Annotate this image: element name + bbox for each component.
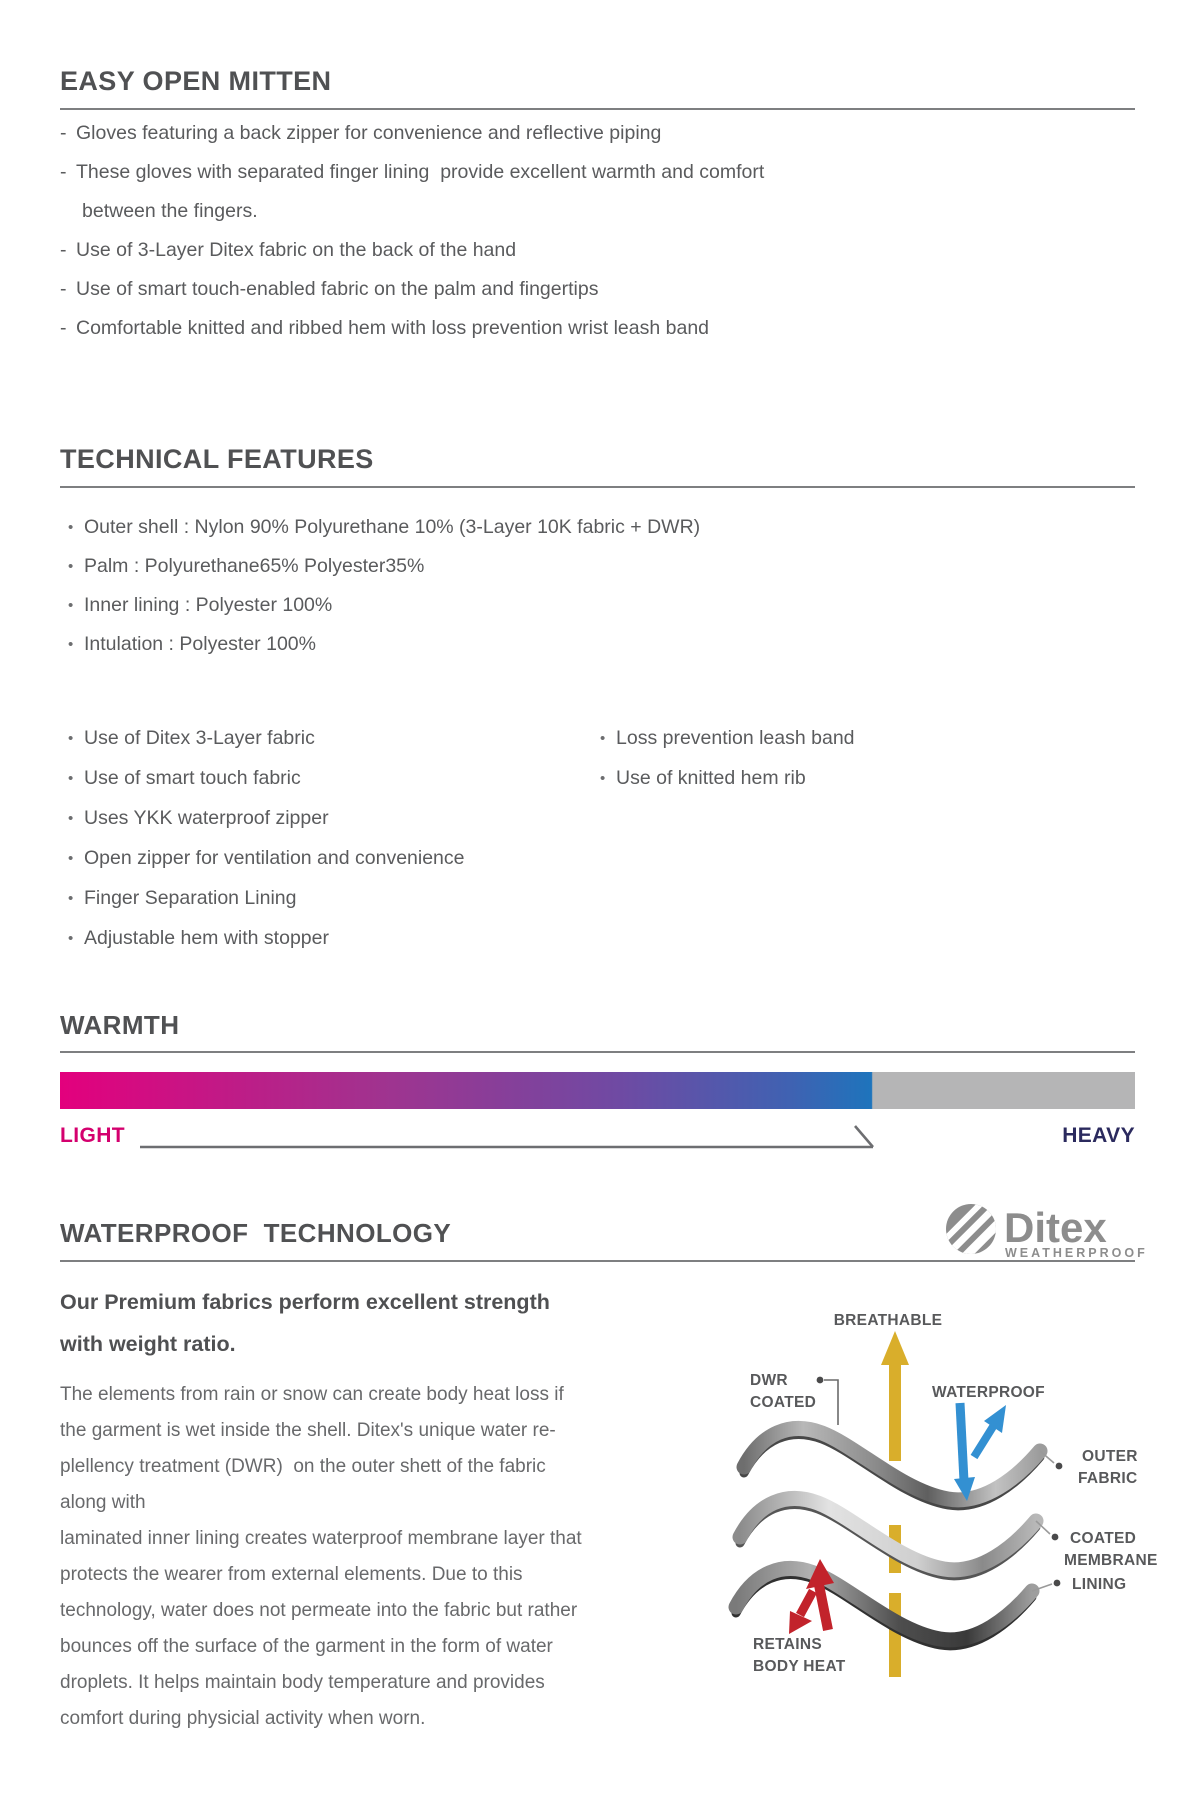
paragraph-line: along with <box>60 1492 146 1513</box>
waterproof-label: WATERPROOF <box>932 1384 1045 1401</box>
coated-membrane-label: MEMBRANE <box>1064 1552 1158 1569</box>
section-rule <box>60 108 1135 110</box>
ditex-globe-icon <box>944 1200 1011 1260</box>
bullet-marker: • <box>68 597 74 614</box>
section-title-warmth: WARMTH <box>60 1010 180 1040</box>
paragraph-line: laminated inner lining creates waterproof membrane layer that <box>60 1528 582 1549</box>
section-rule <box>60 1260 1135 1262</box>
section-title-easy-open-mitten: EASY OPEN MITTEN <box>60 66 332 96</box>
bullet-marker: • <box>68 770 74 787</box>
feature-item <box>68 807 329 830</box>
list-item <box>60 239 516 262</box>
bullet-marker: • <box>68 850 74 867</box>
warmth-scale-bar <box>60 1072 1135 1109</box>
bullet-marker: • <box>600 730 606 747</box>
dash-marker: - <box>60 161 67 183</box>
material-text: Outer shell : Nylon 90% Polyurethane 10% (3-Layer 10K fabric + DWR) <box>84 516 701 538</box>
paragraph-line: comfort during physicial activity when worn. <box>60 1708 426 1729</box>
material-item <box>68 594 332 617</box>
section-rule <box>60 486 1135 488</box>
waterproof-subtitle-line: Our Premium fabrics perform excellent strength <box>60 1290 550 1314</box>
bullet-marker: • <box>68 636 74 653</box>
material-item <box>68 516 700 539</box>
dash-marker: - <box>60 278 67 300</box>
light-heavy-pointer-line <box>60 1116 1135 1160</box>
list-item-continuation: between the fingers. <box>82 200 258 222</box>
list-item <box>60 122 661 145</box>
dash-marker: - <box>60 239 67 261</box>
dash-marker: - <box>60 317 67 339</box>
coated-membrane-label: COATED <box>1070 1530 1137 1547</box>
breathable-label: BREATHABLE <box>833 1312 943 1329</box>
list-item-text: These gloves with separated finger lining provide excellent warmth and comfort <box>76 161 765 183</box>
waterproof-subtitle-line: with weight ratio. <box>60 1332 236 1356</box>
paragraph-line: droplets. It helps maintain body temperature and provides <box>60 1672 545 1693</box>
feature-item <box>68 847 465 870</box>
outer-fabric-label: OUTER <box>1082 1448 1138 1465</box>
scale-pointer-tick <box>855 1126 873 1147</box>
feature-item <box>600 767 806 790</box>
list-item <box>60 161 764 184</box>
material-text: Intulation : Polyester 100% <box>84 633 316 655</box>
material-item <box>68 633 316 656</box>
feature-item <box>600 727 855 750</box>
feature-text: Open zipper for ventilation and convenience <box>84 847 465 869</box>
section-title-technical-features: TECHNICAL FEATURES <box>60 444 374 474</box>
label-dots <box>817 1377 1063 1587</box>
feature-text: Use of Ditex 3-Layer fabric <box>84 727 315 749</box>
paragraph-line: The elements from rain or snow can create body heat loss if <box>60 1384 564 1405</box>
list-item-text: Use of smart touch-enabled fabric on the palm and fingertips <box>76 278 599 300</box>
list-item-text: Comfortable knitted and ribbed hem with loss prevention wrist leash band <box>76 317 710 339</box>
bullet-marker: • <box>68 930 74 947</box>
dwr-coated-label: DWR <box>750 1372 788 1389</box>
feature-text: Loss prevention leash band <box>616 727 855 749</box>
material-text: Palm : Polyurethane65% Polyester35% <box>84 555 425 577</box>
brand-name: Ditex <box>1004 1204 1107 1251</box>
material-item <box>68 555 424 578</box>
retains-body-heat-label: BODY HEAT <box>753 1658 846 1675</box>
brand-tagline: WEATHERPROOF <box>1005 1246 1148 1260</box>
fabric-layers <box>736 1428 1040 1645</box>
feature-text: Uses YKK waterproof zipper <box>84 807 329 829</box>
list-item-text: Gloves featuring a back zipper for convenience and reflective piping <box>76 122 662 144</box>
paragraph-line: technology, water does not permeate into the fabric but rather <box>60 1600 578 1621</box>
paragraph-line: the garment is wet inside the shell. Ditex's unique water re- <box>60 1420 556 1441</box>
list-item-text: Use of 3-Layer Ditex fabric on the back of the hand <box>76 239 517 261</box>
label-connectors <box>824 1380 1054 1591</box>
lining-label: LINING <box>1072 1576 1127 1593</box>
bullet-marker: • <box>68 890 74 907</box>
section-title-waterproof-technology: WATERPROOF TECHNOLOGY <box>60 1218 452 1248</box>
dash-marker: - <box>60 122 67 144</box>
paragraph-line: bounces off the surface of the garment in the form of water <box>60 1636 553 1657</box>
feature-item <box>68 927 329 950</box>
list-item <box>60 317 709 340</box>
feature-item <box>68 727 315 750</box>
feature-text: Adjustable hem with stopper <box>84 927 329 949</box>
ditex-logo <box>944 1200 1156 1260</box>
paragraph-line: plellency treatment (DWR) on the outer shett of the fabric <box>60 1456 546 1477</box>
retains-body-heat-label: RETAINS <box>753 1636 822 1653</box>
dwr-coated-label: COATED <box>750 1394 817 1411</box>
bullet-marker: • <box>68 810 74 827</box>
fabric-layers-diagram <box>630 1285 1190 1715</box>
bullet-marker: • <box>68 558 74 575</box>
feature-item <box>68 887 296 910</box>
section-rule <box>60 1051 1135 1053</box>
bullet-marker: • <box>68 519 74 536</box>
bullet-marker: • <box>68 730 74 747</box>
material-text: Inner lining : Polyester 100% <box>84 594 333 616</box>
list-item <box>60 278 598 301</box>
paragraph-line: protects the wearer from external elements. Due to this <box>60 1564 523 1585</box>
light-label: LIGHT <box>60 1124 125 1147</box>
feature-text: Finger Separation Lining <box>84 887 297 909</box>
feature-text: Use of knitted hem rib <box>616 767 806 789</box>
feature-item <box>68 767 301 790</box>
bullet-marker: • <box>600 770 606 787</box>
feature-text: Use of smart touch fabric <box>84 767 301 789</box>
outer-fabric-label: FABRIC <box>1078 1470 1138 1487</box>
heavy-label: HEAVY <box>1062 1124 1135 1147</box>
